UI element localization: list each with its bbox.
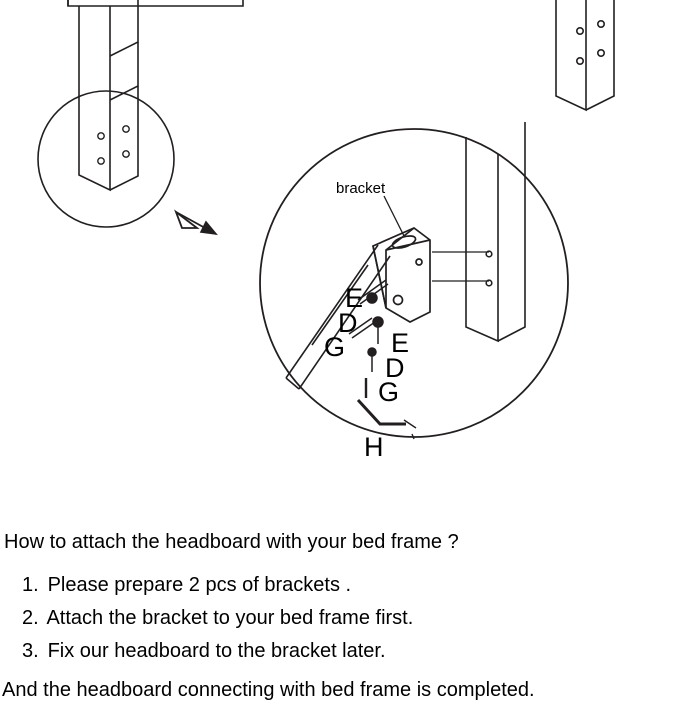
instructions-closing: And the headboard connecting with bed frame is completed. [2,679,535,701]
detail-circle-main [260,129,568,437]
step-text: Fix our headboard to the bracket later. [47,640,386,662]
part-label-g-left: G [324,332,346,362]
step-text: Attach the bracket to your bed frame first. [46,607,414,629]
leg-holes-left [98,126,129,164]
part-label-d-right: D [385,353,405,383]
bracket-callout-label: bracket [336,180,386,197]
part-label-d-left: D [338,308,358,338]
arrow-icon [176,212,216,234]
bracket-plate [373,228,430,322]
bed-frame-post [466,122,525,341]
bracket-callout-leader [384,196,404,236]
list-item [22,569,679,602]
list-item [22,635,679,668]
step-text: Please prepare 2 pcs of brackets . [47,574,352,596]
step-number: 2. [22,607,39,629]
part-label-g-right: G [378,377,400,407]
detail-circle-left [38,91,174,227]
step-number: 3. [22,640,39,662]
headboard-leg-right [556,0,614,110]
part-label-e-right: E [391,328,410,358]
part-label-e-left: E [345,283,364,313]
step-number: 1. [22,574,39,596]
instructions-question: How to attach the headboard with your bed frame ? [4,531,459,553]
part-label-h-tool: H [364,432,384,462]
instructions-step-list [0,569,679,668]
headboard-panel-top-left [68,0,243,6]
list-item [22,602,679,635]
post-leader-lines [432,252,489,281]
instructions-block [0,498,679,705]
